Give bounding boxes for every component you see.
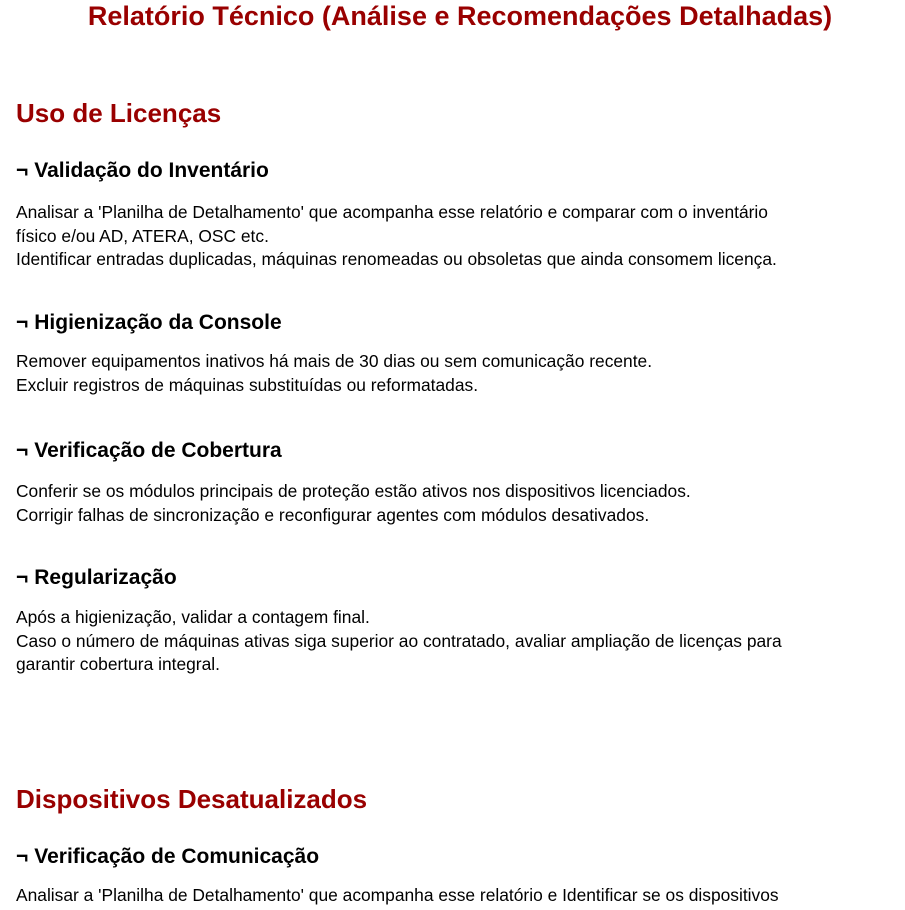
paragraph-line: Após a higienização, validar a contagem final.: [16, 607, 370, 627]
section-heading-uso-de-licencas: Uso de Licenças: [16, 98, 222, 128]
paragraph-line: Analisar a 'Planilha de Detalhamento' que acompanha esse relatório e comparar com o inventário: [16, 202, 768, 222]
subsection-title: Verificação de Comunicação: [34, 845, 320, 868]
subsection-title: Verificação de Cobertura: [34, 439, 282, 462]
paragraph-verificacao-de-cobertura: [16, 480, 901, 527]
subsection-heading-verificacao-de-cobertura: [16, 438, 282, 464]
subsection-heading-higienizacao-da-console: [16, 310, 282, 336]
paragraph-line: físico e/ou AD, ATERA, OSC etc.: [16, 225, 269, 246]
paragraph-line: garantir cobertura integral.: [16, 654, 220, 674]
paragraph-regularizacao: [16, 606, 901, 677]
subsection-heading-regularizacao: [16, 565, 177, 591]
paragraph-line: Corrigir falhas de sincronização e reconfigurar agentes com módulos desativados.: [16, 504, 650, 525]
paragraph-validacao-do-inventario: [16, 201, 901, 272]
bullet-symbol: ¬: [16, 566, 29, 589]
section-heading-dispositivos-desatualizados: Dispositivos Desatualizados: [16, 784, 368, 814]
bullet-symbol: ¬: [16, 311, 29, 334]
bullet-symbol: ¬: [16, 439, 29, 462]
paragraph-line: Identificar entradas duplicadas, máquinas renomeadas ou obsoletas que ainda consomem licença.: [16, 249, 777, 269]
subsection-title: Higienização da Console: [34, 311, 282, 334]
bullet-symbol: ¬: [16, 159, 29, 182]
bullet-symbol: ¬: [16, 845, 29, 868]
paragraph-line: Conferir se os módulos principais de proteção estão ativos nos dispositivos licenciados.: [16, 481, 691, 501]
paragraph-verificacao-de-comunicacao: [16, 884, 901, 908]
subsection-heading-verificacao-de-comunicacao: [16, 844, 319, 870]
paragraph-line: Excluir registros de máquinas substituídas ou reformatadas.: [16, 374, 479, 395]
subsection-heading-validacao-do-inventario: [16, 158, 269, 184]
document-title: Relatório Técnico (Análise e Recomendações Detalhadas): [87, 1, 833, 31]
paragraph-line: Remover equipamentos inativos há mais de 30 dias ou sem comunicação recente.: [16, 351, 653, 371]
subsection-title: Regularização: [34, 566, 177, 589]
paragraph-higienizacao-da-console: [16, 350, 901, 397]
paragraph-line: Analisar a 'Planilha de Detalhamento' que acompanha esse relatório e Identificar se os dispositivos: [16, 885, 779, 905]
subsection-title: Validação do Inventário: [34, 159, 269, 182]
paragraph-line: Caso o número de máquinas ativas siga superior ao contratado, avaliar ampliação de licenças para: [16, 630, 782, 651]
